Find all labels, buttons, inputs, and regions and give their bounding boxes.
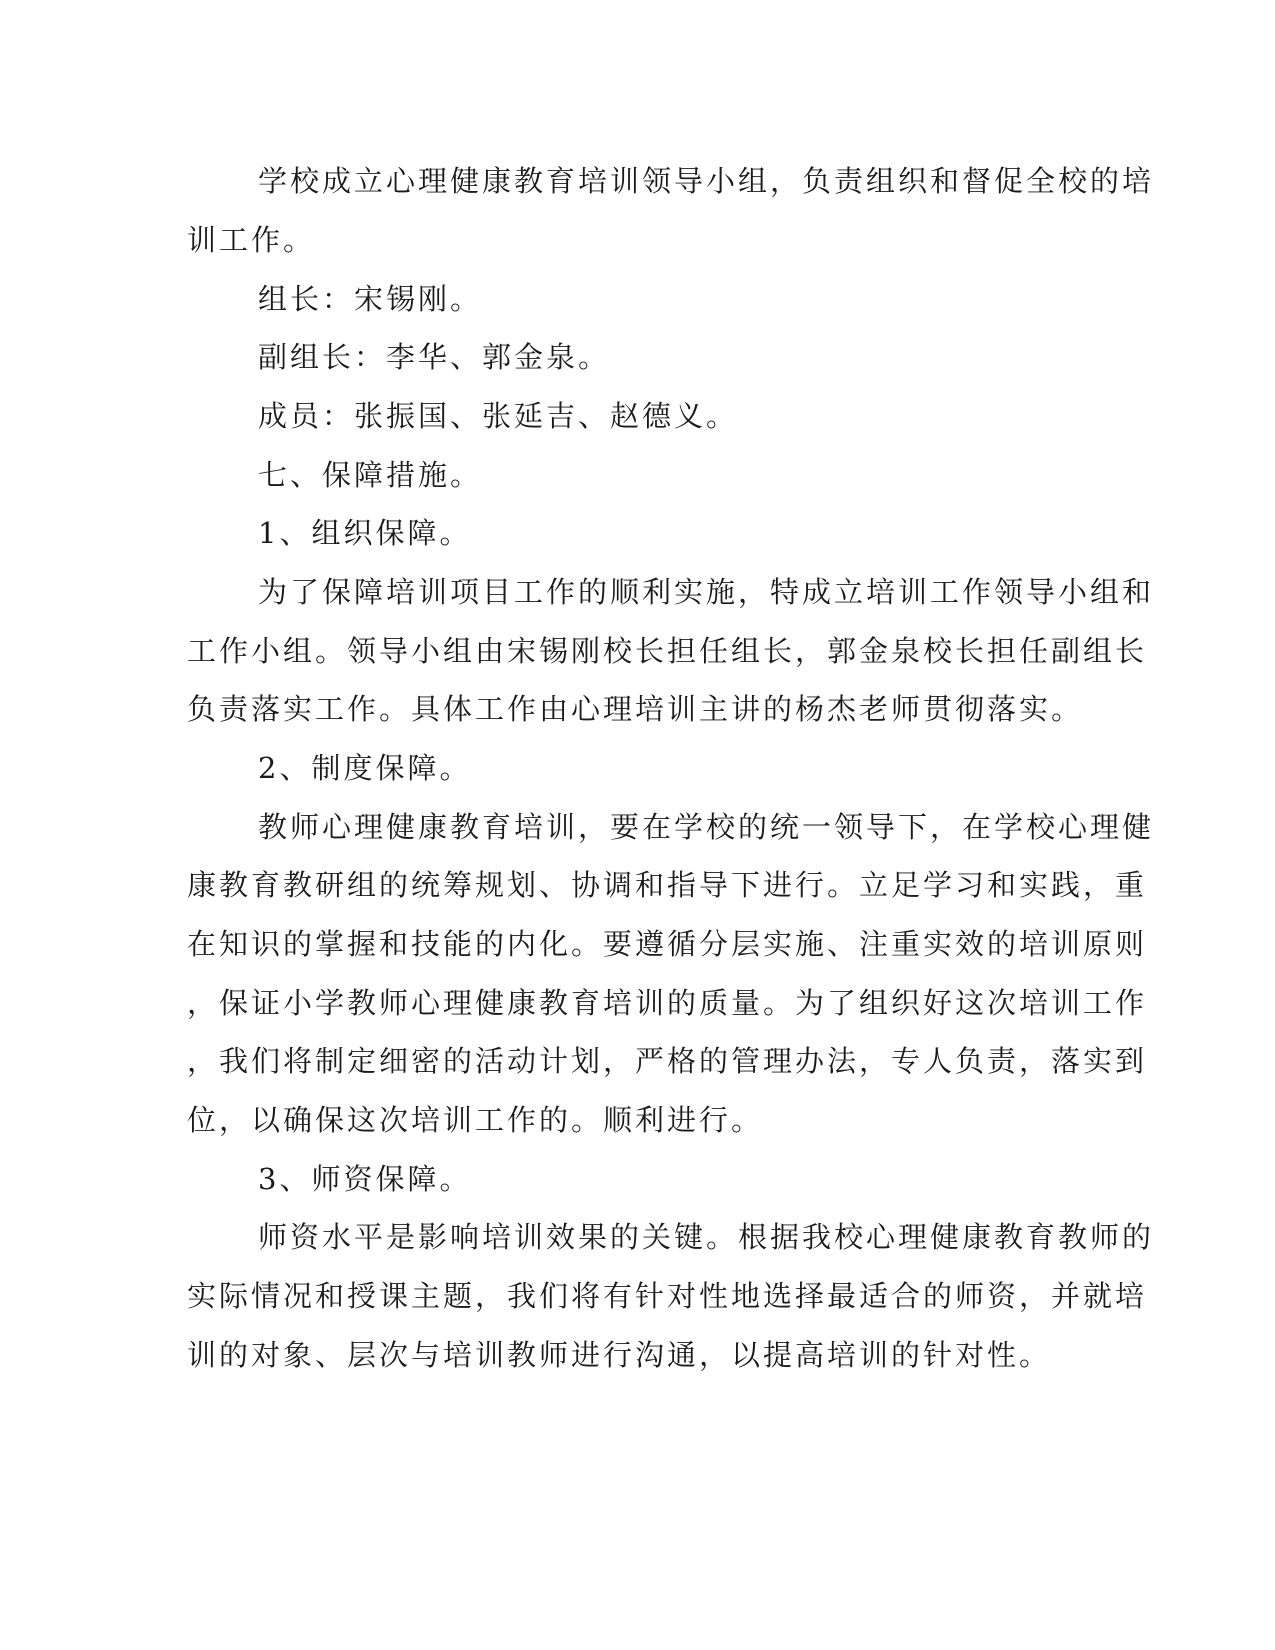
deputy-leader-line: 副组长：李华、郭金泉。 bbox=[258, 340, 611, 374]
paragraph-line: 训工作。 bbox=[187, 223, 316, 257]
paragraph-line: 师资水平是影响培训效果的关键。根据我校心理健康教育教师的 bbox=[258, 1220, 1155, 1254]
paragraph-line: 工作小组。领导小组由宋锡刚校长担任组长，郭金泉校长担任副组长 bbox=[187, 634, 1148, 668]
subsection-heading: 1、组织保障。 bbox=[258, 516, 472, 550]
paragraph-line: 为了保障培训项目工作的顺利实施，特成立培训工作领导小组和 bbox=[258, 575, 1155, 609]
group-leader-line: 组长：宋锡刚。 bbox=[258, 282, 483, 316]
subsection-heading: 2、制度保障。 bbox=[258, 751, 472, 785]
paragraph-line: ，我们将制定细密的活动计划，严格的管理办法，专人负责，落实到 bbox=[187, 1044, 1148, 1078]
paragraph-line: 训的对象、层次与培训教师进行沟通，以提高培训的针对性。 bbox=[187, 1338, 1052, 1372]
paragraph-line: 教师心理健康教育培训，要在学校的统一领导下，在学校心理健 bbox=[258, 810, 1155, 844]
paragraph-line: 实际情况和授课主题，我们将有针对性地选择最适合的师资，并就培 bbox=[187, 1279, 1148, 1313]
paragraph-line: ，保证小学教师心理健康教育培训的质量。为了组织好这次培训工作 bbox=[187, 986, 1148, 1020]
paragraph-line: 学校成立心理健康教育培训领导小组，负责组织和督促全校的培 bbox=[258, 164, 1155, 198]
members-line: 成员：张振国、张延吉、赵德义。 bbox=[258, 399, 739, 433]
paragraph-line: 负责落实工作。具体工作由心理培训主讲的杨杰老师贯彻落实。 bbox=[187, 692, 1084, 726]
paragraph-line: 康教育教研组的统筹规划、协调和指导下进行。立足学习和实践，重 bbox=[187, 868, 1148, 902]
subsection-heading: 3、师资保障。 bbox=[258, 1162, 472, 1196]
paragraph-line: 在知识的掌握和技能的内化。要遵循分层实施、注重实效的培训原则 bbox=[187, 927, 1148, 961]
section-heading: 七、保障措施。 bbox=[258, 458, 483, 492]
paragraph-line: 位，以确保这次培训工作的。顺利进行。 bbox=[187, 1103, 764, 1137]
